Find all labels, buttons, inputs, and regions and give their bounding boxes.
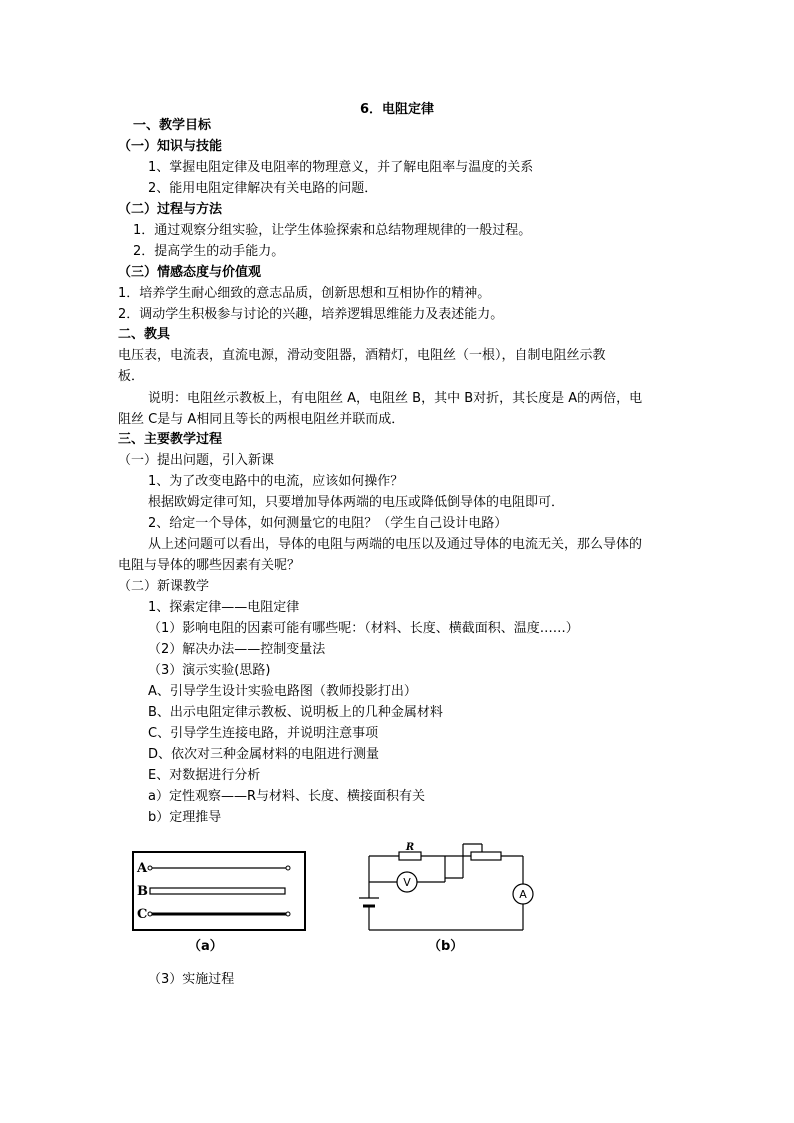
- equipment-line: 电压表，电流表，直流电源，滑动变阻器，酒精灯，电阻丝（一根），自制电阻丝示教: [118, 348, 606, 363]
- body-line: a）定性观察——R与材料、长度、横接面积有关: [148, 789, 425, 804]
- subsection-process: （二）过程与方法: [118, 202, 223, 217]
- note-line: 阻丝 C是与 A相同且等长的两根电阻丝并联而成．: [118, 412, 405, 427]
- resistor-r: [399, 852, 421, 860]
- body-line: 1、探索定律——电阻定律: [148, 600, 300, 615]
- wire-label-a: A: [137, 861, 148, 876]
- goal-line: 2．提高学生的动手能力。: [133, 244, 285, 259]
- wire-b: [150, 888, 285, 894]
- figure-b-circuit: [355, 838, 535, 938]
- body-line: D、依次对三种金属材料的电阻进行测量: [148, 747, 380, 762]
- body-line: 电阻与导体的哪些因素有关呢？: [118, 558, 301, 573]
- voltmeter-label: V: [403, 876, 411, 889]
- figure-a-caption: （a）: [188, 939, 223, 954]
- body-line: （3）演示实验(思路): [148, 663, 271, 678]
- body-line: 1、为了改变电路中的电流，应该如何操作？: [148, 474, 404, 489]
- body-line: A、引导学生设计实验电路图（教师投影打出）: [148, 684, 417, 699]
- body-line: （1）影响电阻的因素可能有哪些呢：（材料、长度、横截面积、温度……）: [148, 621, 579, 636]
- goal-line: 1．培养学生耐心细致的意志品质，创新思想和互相协作的精神。: [118, 286, 491, 301]
- wire-label-c: C: [137, 907, 148, 922]
- goal-line: 1、掌握电阻定律及电阻率的物理意义，并了解电阻率与温度的关系: [148, 160, 534, 175]
- page-title: 6．电阻定律: [359, 102, 435, 117]
- resistor-label: R: [405, 842, 415, 853]
- body-line: b）定理推导: [148, 810, 222, 825]
- goal-line: 2、能用电阻定律解决有关电路的问题．: [148, 181, 378, 196]
- body-line: （3）实施过程: [148, 972, 235, 987]
- goal-line: 2．调动学生积极参与讨论的兴趣，培养逻辑思维能力及表述能力。: [118, 307, 504, 322]
- section-3-heading: 三、主要教学过程: [118, 432, 223, 447]
- subsection-new-lesson: （二）新课教学: [118, 579, 210, 594]
- subsection-intro: （一）提出问题，引入新课: [118, 453, 275, 468]
- body-line: B、出示电阻定律示教板、说明板上的几种金属材料: [148, 705, 443, 720]
- body-line: 根据欧姆定律可知，只要增加导体两端的电压或降低倒导体的电阻即可．: [148, 495, 565, 510]
- note-line: 说明：电阻丝示教板上，有电阻丝 A，电阻丝 B，其中 B对折，其长度是 A的两倍，电: [148, 391, 643, 406]
- body-line: 2、给定一个导体，如何测量它的电阻？（学生自己设计电路）: [148, 516, 508, 531]
- section-1-heading: 一、教学目标: [133, 118, 212, 133]
- section-2-heading: 二、教具: [118, 327, 171, 342]
- ammeter-label: A: [519, 888, 527, 901]
- body-line: C、引导学生连接电路，并说明注意事项: [148, 726, 379, 741]
- body-line: E、对数据进行分析: [148, 768, 261, 783]
- wire-label-b: B: [137, 884, 148, 899]
- goal-line: 1．通过观察分组实验，让学生体验探索和总结物理规律的一般过程。: [133, 223, 532, 238]
- rheostat: [471, 852, 501, 860]
- subsection-attitude: （三）情感态度与价值观: [118, 265, 262, 280]
- equipment-line: 板．: [118, 369, 145, 384]
- body-line: 从上述问题可以看出，导体的电阻与两端的电压以及通过导体的电流无关，那么导体的: [148, 537, 643, 552]
- subsection-knowledge: （一）知识与技能: [118, 139, 223, 154]
- body-line: （2）解决办法——控制变量法: [148, 642, 326, 657]
- figure-a-demo-board: [132, 848, 307, 934]
- figure-b-caption: （b）: [428, 939, 464, 954]
